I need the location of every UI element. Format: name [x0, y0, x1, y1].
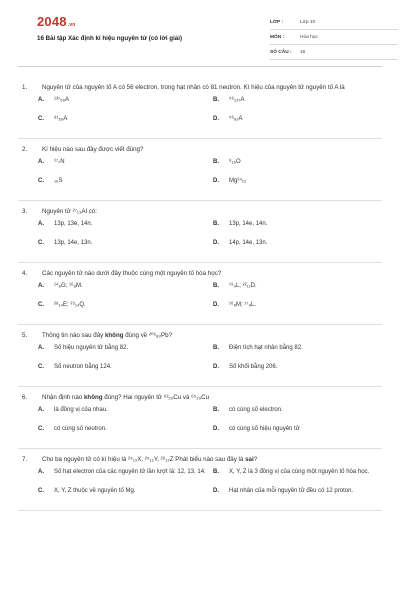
option-letter: B.: [213, 283, 219, 289]
question-emphasis: không: [104, 332, 124, 339]
question-item: [18, 201, 382, 263]
option-text: ⁵⁶₈₁A: [229, 116, 243, 122]
option-letter: B.: [213, 221, 219, 227]
answer-option[interactable]: [38, 301, 213, 320]
option-text: ¹⁷₇N: [54, 159, 65, 165]
document-title: 16 Bài tập Xác định kí hiệu nguyên tử (có lời giải): [37, 35, 183, 42]
question-text: Kí hiệu nào sau đây được viết đúng?: [42, 146, 144, 153]
answer-option[interactable]: [38, 344, 213, 363]
answer-options: [38, 158, 382, 196]
option-letter: C.: [38, 116, 44, 122]
question-emphasis: sai: [245, 456, 254, 463]
question-head: [18, 269, 382, 278]
option-letter: C.: [38, 426, 44, 432]
question-item: [18, 139, 382, 201]
meta-table: [270, 15, 398, 60]
option-letter: C.: [38, 364, 44, 370]
option-letter: D.: [213, 240, 219, 246]
question-head: [18, 393, 382, 402]
answer-option[interactable]: [38, 158, 213, 177]
option-text: ¹⁶₈M; ¹⁷₈L.: [229, 302, 256, 308]
option-letter: C.: [38, 488, 44, 494]
answer-option[interactable]: [213, 406, 388, 425]
answer-options: [38, 468, 382, 506]
option-text: ¹⁴₆G; ¹⁶₈M.: [54, 283, 83, 289]
option-text: 13p, 14e, 13n.: [54, 240, 93, 246]
question-head: [18, 145, 382, 154]
option-text: ¹³⁷₅₆A: [54, 97, 70, 103]
question-number: 7.: [22, 456, 28, 463]
question-item: [18, 263, 382, 325]
question-number: 4.: [22, 270, 28, 277]
answer-option[interactable]: [38, 96, 213, 115]
option-letter: B.: [213, 159, 219, 165]
answer-option[interactable]: [213, 301, 388, 320]
answer-option[interactable]: [38, 406, 213, 425]
question-head: [18, 331, 382, 340]
option-letter: D.: [213, 302, 219, 308]
option-text: 13p, 13e, 14n.: [54, 221, 93, 227]
answer-option[interactable]: [213, 177, 388, 196]
option-letter: C.: [38, 302, 44, 308]
answer-option[interactable]: [38, 363, 213, 382]
question-item: [18, 387, 382, 449]
question-number: 1.: [22, 84, 28, 91]
answer-option[interactable]: [213, 158, 388, 177]
option-text: có cùng số neutron.: [54, 426, 107, 432]
answer-option[interactable]: [38, 282, 213, 301]
question-number: 2.: [22, 146, 28, 153]
answer-option[interactable]: [38, 425, 213, 444]
option-text: ⁵⁶₁₃₇A: [229, 97, 245, 103]
option-letter: B.: [213, 407, 219, 413]
option-text: có cùng số electron.: [229, 407, 283, 413]
answer-option[interactable]: [213, 468, 388, 487]
option-letter: A.: [38, 97, 44, 103]
question-head: [18, 207, 382, 216]
option-letter: D.: [213, 178, 219, 184]
site-logo[interactable]: 2048.vn: [37, 14, 76, 29]
question-item: [18, 449, 382, 511]
option-text: 14p, 14e, 13n.: [229, 240, 268, 246]
option-letter: A.: [38, 159, 44, 165]
option-letter: B.: [213, 97, 219, 103]
question-text: Nguyên tử ²⁷₁₃Al có:: [42, 208, 98, 215]
option-text: X, Y, Z thuộc về nguyên tố Mg.: [54, 488, 136, 494]
answer-option[interactable]: [38, 487, 213, 506]
answer-option[interactable]: [213, 487, 388, 506]
option-text: ¹⁹₉L; ²²₁₁D.: [229, 283, 257, 289]
option-letter: D.: [213, 116, 219, 122]
question-list: [18, 67, 382, 511]
option-text: ⁸₁₆O: [229, 159, 241, 165]
question-number: 5.: [22, 332, 28, 339]
question-text: Các nguyên tử nào dưới đây thuộc cùng một nguyên tố hóa học?: [42, 270, 222, 277]
option-letter: C.: [38, 240, 44, 246]
meta-row-class: LỚP : Lớp 10: [270, 15, 398, 30]
answer-option[interactable]: [213, 344, 388, 363]
option-letter: D.: [213, 426, 219, 432]
question-head: [18, 455, 382, 464]
option-letter: A.: [38, 221, 44, 227]
question-number: 3.: [22, 208, 28, 215]
option-text: 13p, 14e, 14n.: [229, 221, 268, 227]
answer-option[interactable]: [213, 282, 388, 301]
answer-option[interactable]: [213, 220, 388, 239]
option-text: Điện tích hạt nhân bằng 82.: [229, 345, 303, 351]
question-text: Thông tin nào sau đây không đúng về ²⁰⁶₈₂Pb?: [42, 332, 173, 339]
option-text: là đồng vị của nhau.: [54, 407, 108, 413]
option-letter: A.: [38, 283, 44, 289]
option-text: Hạt nhân của mỗi nguyên tử đều có 12 proton.: [229, 488, 354, 494]
option-text: ²⁸₁₄E; ²⁹₁₄Q.: [54, 302, 86, 308]
answer-option[interactable]: [38, 115, 213, 134]
option-text: Mg²⁴₁₂: [229, 178, 247, 184]
question-emphasis: không: [83, 394, 103, 401]
option-letter: A.: [38, 345, 44, 351]
meta-row-count: SỐ CÂU : 16: [270, 45, 398, 60]
answer-options: [38, 344, 382, 382]
option-letter: D.: [213, 364, 219, 370]
answer-options: [38, 282, 382, 320]
answer-option[interactable]: [213, 115, 388, 134]
option-letter: A.: [38, 407, 44, 413]
answer-options: [38, 220, 382, 258]
option-text: Số hạt electron của các nguyên tử lần lượt là: 12, 13, 14.: [54, 469, 206, 475]
answer-options: [38, 96, 382, 134]
question-item: [18, 325, 382, 387]
option-text: Số neutron bằng 124.: [54, 364, 112, 370]
option-letter: A.: [38, 469, 44, 475]
option-letter: D.: [213, 488, 219, 494]
option-text: Số khối bằng 206.: [229, 364, 278, 370]
option-text: Số hiệu nguyên tử bằng 82.: [54, 345, 129, 351]
answer-options: [38, 406, 382, 444]
answer-option[interactable]: [38, 177, 213, 196]
answer-option[interactable]: [213, 239, 388, 258]
option-letter: B.: [213, 469, 219, 475]
question-item: [18, 77, 382, 139]
answer-option[interactable]: [213, 425, 388, 444]
question-text: Cho ba nguyên tử có kí hiệu là ²⁴₁₂X, ²⁵₁₂Y, ²⁶₁₂Z Phát biểu nào sau đây là sai?: [42, 456, 258, 463]
option-letter: B.: [213, 345, 219, 351]
question-head: [18, 83, 382, 92]
option-text: ₁₆S: [54, 178, 63, 184]
answer-option[interactable]: [38, 468, 213, 487]
answer-option[interactable]: [213, 96, 388, 115]
answer-option[interactable]: [213, 363, 388, 382]
option-text: ⁸¹₅₆A: [54, 116, 68, 122]
question-text: Nguyên tử của nguyên tố A có 56 electron, trong hạt nhân có 81 neutron. Kí hiệu của nguyên tử nguyên tố A là: [42, 84, 345, 91]
option-text: có cùng số hiệu nguyên tử: [229, 426, 300, 432]
question-text: Nhận định nào không đúng? Hai nguyên tử ⁶³₂₉Cu và ⁶⁵₂₉Cu: [42, 394, 210, 401]
question-number: 6.: [22, 394, 28, 401]
option-text: X, Y, Z là 3 đồng vị của cùng một nguyên tố hóa học.: [229, 469, 370, 475]
answer-option[interactable]: [38, 239, 213, 258]
option-letter: C.: [38, 178, 44, 184]
answer-option[interactable]: [38, 220, 213, 239]
meta-row-subject: MÔN : Hóa học: [270, 30, 398, 45]
worksheet-header: [18, 0, 382, 67]
